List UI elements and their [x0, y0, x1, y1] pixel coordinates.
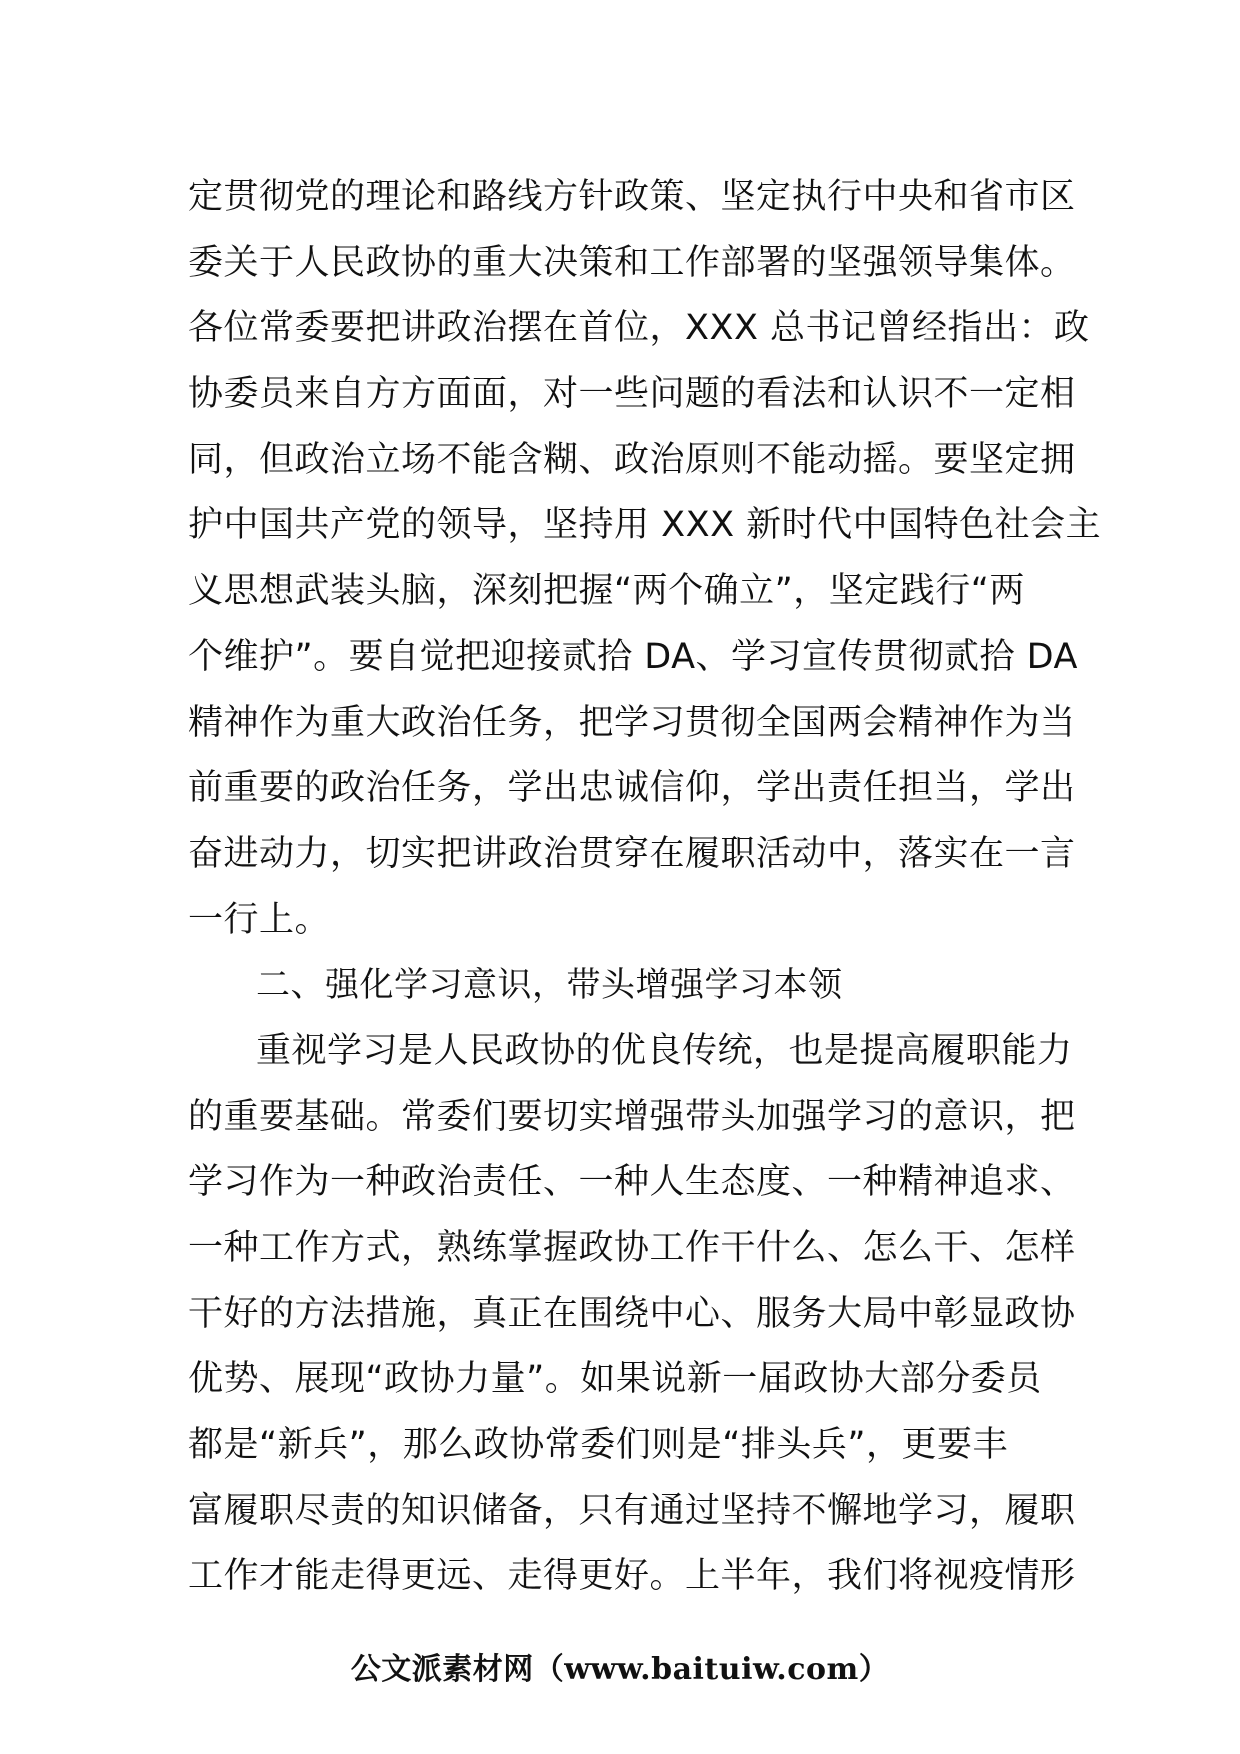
body-line: 的重要基础。常委们要切实增强带头加强学习的意识，把 — [188, 1096, 1076, 1137]
document-body — [188, 165, 1102, 1610]
body-line: 干好的方法措施，真正在围绕中心、服务大局中彰显政协 — [188, 1293, 1076, 1334]
body-line: 富履职尽责的知识储备，只有通过坚持不懈地学习，履职 — [188, 1490, 1076, 1531]
body-line: 定贯彻党的理论和路线方针政策、坚定执行中央和省市区 — [188, 177, 1076, 217]
footer-watermark: 公文派素材网（www.baituiw.com） — [350, 1652, 890, 1687]
body-line: 一行上。 — [188, 899, 331, 940]
paragraph-first-line: 重视学习是人民政协的优良传统，也是提高履职能力 — [256, 1030, 1073, 1071]
body-line: 义思想武装头脑，深刻把握“两个确立”，坚定践行“两 — [188, 571, 1025, 612]
body-line: 委关于人民政协的重大决策和工作部署的坚强领导集体。 — [188, 242, 1076, 283]
body-line: 同，但政治立场不能含糊、政治原则不能动摇。要坚定拥 — [188, 439, 1076, 480]
body-line: 优势、展现“政协力量”。如果说新一届政协大部分委员 — [188, 1359, 1042, 1400]
section-heading: 二、强化学习意识，带头增强学习本领 — [256, 965, 843, 1006]
body-line: 护中国共产党的领导，坚持用 XXX 新时代中国特色社会主 — [188, 505, 1102, 546]
body-line: 前重要的政治任务，学出忠诚信仰，学出责任担当，学出 — [188, 768, 1076, 809]
body-line: 各位常委要把讲政治摆在首位，XXX 总书记曾经指出：政 — [188, 308, 1090, 349]
body-line: 协委员来自方方面面，对一些问题的看法和认识不一定相 — [188, 374, 1076, 415]
body-line: 都是“新兵”，那么政协常委们则是“排头兵”，更要丰 — [188, 1425, 1009, 1466]
body-line: 工作才能走得更远、走得更好。上半年，我们将视疫情形 — [188, 1556, 1076, 1597]
body-line: 精神作为重大政治任务，把学习贯彻全国两会精神作为当 — [188, 702, 1076, 743]
body-line: 个维护”。要自觉把迎接贰拾 DA、学习宣传贯彻贰拾 DA — [188, 636, 1078, 677]
body-line: 奋进动力，切实把讲政治贯穿在履职活动中，落实在一言 — [188, 833, 1076, 874]
body-line: 一种工作方式，熟练掌握政协工作干什么、怎么干、怎样 — [188, 1228, 1076, 1268]
body-line: 学习作为一种政治责任、一种人生态度、一种精神追求、 — [188, 1162, 1076, 1203]
